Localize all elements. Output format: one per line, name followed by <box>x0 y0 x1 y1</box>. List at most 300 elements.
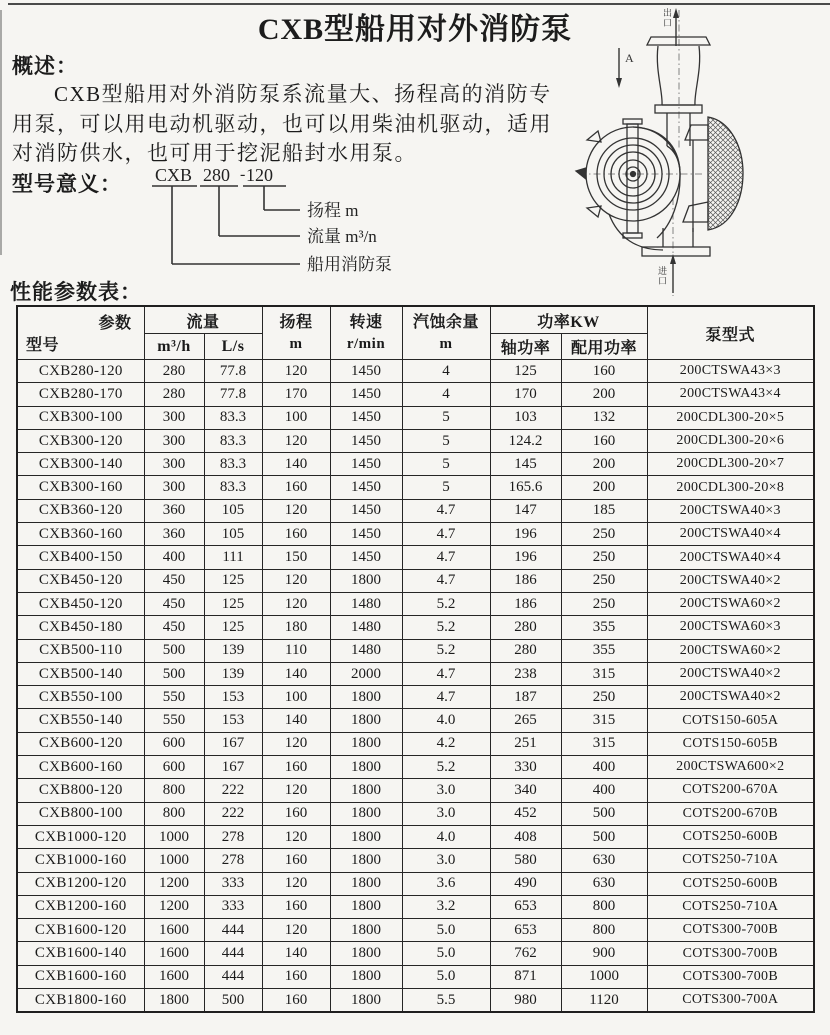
header-corner-model: 型号 <box>26 337 60 354</box>
header-flow-group: 流量 <box>144 306 262 334</box>
table-cell: 452 <box>490 802 561 825</box>
cell-model: CXB800-100 <box>17 802 144 825</box>
table-cell: 200CDL300-20×5 <box>647 406 814 429</box>
table-cell: 238 <box>490 662 561 685</box>
table-cell: 550 <box>144 686 204 709</box>
table-cell: 444 <box>204 942 262 965</box>
table-cell: 100 <box>262 686 330 709</box>
table-cell: 280 <box>144 360 204 383</box>
table-cell: 400 <box>144 546 204 569</box>
table-row <box>17 499 814 522</box>
table-cell: 5.5 <box>402 989 490 1013</box>
table-cell: 105 <box>204 499 262 522</box>
header-speed <box>330 306 402 360</box>
inlet-label: 进口 <box>658 266 668 286</box>
table-cell: 1480 <box>330 592 402 615</box>
cell-model: CXB600-120 <box>17 732 144 755</box>
table-cell: 120 <box>262 360 330 383</box>
table-cell: 200CTSWA40×4 <box>647 546 814 569</box>
table-cell: 800 <box>561 919 647 942</box>
cell-model: CXB1000-160 <box>17 849 144 872</box>
table-cell: 300 <box>144 476 204 499</box>
table-cell: 4.7 <box>402 523 490 546</box>
table-cell: 900 <box>561 942 647 965</box>
table-cell: 200CTSWA40×4 <box>647 523 814 546</box>
table-cell: 800 <box>561 895 647 918</box>
table-cell: 125 <box>204 592 262 615</box>
table-row <box>17 895 814 918</box>
cell-model: CXB450-120 <box>17 592 144 615</box>
table-cell: 1120 <box>561 989 647 1013</box>
motor-dome-hatch <box>708 117 743 230</box>
table-cell: COTS200-670B <box>647 802 814 825</box>
table-cell: 444 <box>204 919 262 942</box>
cell-model: CXB300-120 <box>17 429 144 452</box>
table-cell: 160 <box>262 476 330 499</box>
table-cell: COTS150-605A <box>647 709 814 732</box>
table-cell: 167 <box>204 732 262 755</box>
table-cell: 1800 <box>330 872 402 895</box>
table-cell: 83.3 <box>204 429 262 452</box>
cell-model: CXB550-140 <box>17 709 144 732</box>
table-cell: 140 <box>262 709 330 732</box>
table-row <box>17 383 814 406</box>
table-cell: 200CTSWA60×2 <box>647 639 814 662</box>
table-cell: 450 <box>144 569 204 592</box>
table-cell: 160 <box>262 802 330 825</box>
table-cell: 222 <box>204 779 262 802</box>
table-cell: 1450 <box>330 499 402 522</box>
table-cell: 111 <box>204 546 262 569</box>
table-cell: 450 <box>144 616 204 639</box>
table-cell: 200 <box>561 476 647 499</box>
table-cell: 1600 <box>144 919 204 942</box>
table-cell: 315 <box>561 662 647 685</box>
table-cell: 187 <box>490 686 561 709</box>
table-cell: 170 <box>490 383 561 406</box>
table-cell: 3.2 <box>402 895 490 918</box>
table-cell: 153 <box>204 686 262 709</box>
table-cell: 600 <box>144 756 204 779</box>
table-cell: 160 <box>262 989 330 1013</box>
table-row <box>17 523 814 546</box>
table-cell: 5.2 <box>402 616 490 639</box>
table-cell: 5.2 <box>402 592 490 615</box>
table-cell: 200CDL300-20×6 <box>647 429 814 452</box>
header-npsh-label: 汽蚀余量 <box>413 313 480 331</box>
table-cell: 150 <box>262 546 330 569</box>
table-cell: 160 <box>561 429 647 452</box>
table-cell: 400 <box>561 756 647 779</box>
table-row <box>17 569 814 592</box>
cell-model: CXB280-170 <box>17 383 144 406</box>
table-row <box>17 639 814 662</box>
table-cell: 200CTSWA60×3 <box>647 616 814 639</box>
table-cell: 280 <box>490 616 561 639</box>
table-row <box>17 989 814 1013</box>
table-cell: COTS200-670A <box>647 779 814 802</box>
table-cell: 4 <box>402 360 490 383</box>
cell-model: CXB800-120 <box>17 779 144 802</box>
table-cell: 1800 <box>330 779 402 802</box>
cell-model: CXB360-160 <box>17 523 144 546</box>
table-cell: 120 <box>262 825 330 848</box>
overview-line: CXB型船用对外消防泵系流量大、扬程高的消防专 <box>54 82 552 106</box>
table-cell: 140 <box>262 942 330 965</box>
table-cell: 1450 <box>330 383 402 406</box>
table-cell: 360 <box>144 523 204 546</box>
table-cell: 160 <box>262 849 330 872</box>
table-cell: 1480 <box>330 616 402 639</box>
table-cell: 355 <box>561 616 647 639</box>
header-power-group: 功率KW <box>490 306 647 334</box>
table-cell: COTS250-710A <box>647 849 814 872</box>
table-cell: 1600 <box>144 942 204 965</box>
table-row <box>17 919 814 942</box>
table-cell: 580 <box>490 849 561 872</box>
model-head-value: 120 <box>246 165 273 185</box>
table-cell: 1450 <box>330 360 402 383</box>
table-cell: 355 <box>561 639 647 662</box>
table-cell: 1450 <box>330 523 402 546</box>
table-cell: 160 <box>262 756 330 779</box>
table-cell: 1800 <box>330 989 402 1013</box>
table-cell: 200CTSWA40×3 <box>647 499 814 522</box>
table-cell: 4.7 <box>402 569 490 592</box>
table-cell: 630 <box>561 849 647 872</box>
table-cell: 340 <box>490 779 561 802</box>
table-cell: COTS150-605B <box>647 732 814 755</box>
table-cell: 120 <box>262 732 330 755</box>
table-cell: COTS300-700A <box>647 989 814 1013</box>
model-meaning-heading: 型号意义： <box>12 172 122 196</box>
table-cell: 139 <box>204 662 262 685</box>
pump-drawing <box>573 0 830 302</box>
table-cell: 280 <box>490 639 561 662</box>
table-cell: 145 <box>490 453 561 476</box>
table-cell: 315 <box>561 732 647 755</box>
table-cell: COTS300-700B <box>647 919 814 942</box>
table-cell: 5.2 <box>402 639 490 662</box>
table-cell: 300 <box>144 429 204 452</box>
cell-model: CXB1200-120 <box>17 872 144 895</box>
table-cell: 333 <box>204 895 262 918</box>
table-cell: 250 <box>561 592 647 615</box>
table-row <box>17 779 814 802</box>
table-cell: COTS250-710A <box>647 895 814 918</box>
table-cell: 250 <box>561 523 647 546</box>
cell-model: CXB1000-120 <box>17 825 144 848</box>
model-label-head: 扬程 m <box>307 201 359 220</box>
table-cell: 250 <box>561 546 647 569</box>
table-cell: 2000 <box>330 662 402 685</box>
outlet-label: 出口 <box>663 8 673 28</box>
table-cell: 1000 <box>561 965 647 988</box>
table-cell: 83.3 <box>204 476 262 499</box>
table-cell: 200CDL300-20×8 <box>647 476 814 499</box>
table-cell: 980 <box>490 989 561 1013</box>
table-cell: 1800 <box>144 989 204 1013</box>
table-row <box>17 732 814 755</box>
table-row <box>17 942 814 965</box>
table-cell: 147 <box>490 499 561 522</box>
table-cell: 500 <box>561 825 647 848</box>
table-row <box>17 709 814 732</box>
header-corner-cell <box>17 306 144 360</box>
table-cell: 251 <box>490 732 561 755</box>
table-cell: 1800 <box>330 756 402 779</box>
table-cell: 550 <box>144 709 204 732</box>
model-label-flow: 流量 m³/n <box>307 227 377 246</box>
table-cell: 196 <box>490 546 561 569</box>
table-cell: 630 <box>561 872 647 895</box>
header-power-rated: 配用功率 <box>561 334 647 360</box>
table-cell: 333 <box>204 872 262 895</box>
table-cell: 653 <box>490 895 561 918</box>
cell-model: CXB360-120 <box>17 499 144 522</box>
table-row <box>17 476 814 499</box>
table-cell: 1800 <box>330 686 402 709</box>
table-cell: 1800 <box>330 569 402 592</box>
table-cell: 1800 <box>330 965 402 988</box>
cell-model: CXB600-160 <box>17 756 144 779</box>
table-cell: 4.7 <box>402 686 490 709</box>
table-cell: 140 <box>262 453 330 476</box>
table-cell: 5.0 <box>402 942 490 965</box>
table-cell: 600 <box>144 732 204 755</box>
table-cell: 139 <box>204 639 262 662</box>
table-cell: 200CTSWA40×2 <box>647 662 814 685</box>
table-cell: COTS250-600B <box>647 825 814 848</box>
table-cell: 120 <box>262 429 330 452</box>
table-cell: 444 <box>204 965 262 988</box>
table-cell: 300 <box>144 406 204 429</box>
model-dash: - <box>240 166 246 183</box>
performance-table-heading: 性能参数表： <box>10 280 142 304</box>
table-cell: 3.6 <box>402 872 490 895</box>
table-row <box>17 662 814 685</box>
table-cell: 125 <box>204 616 262 639</box>
cell-model: CXB400-150 <box>17 546 144 569</box>
table-row <box>17 592 814 615</box>
header-head <box>262 306 330 360</box>
table-cell: 1200 <box>144 872 204 895</box>
table-cell: 4.2 <box>402 732 490 755</box>
table-cell: 110 <box>262 639 330 662</box>
table-cell: 330 <box>490 756 561 779</box>
table-cell: 450 <box>144 592 204 615</box>
table-cell: 124.2 <box>490 429 561 452</box>
table-cell: 125 <box>490 360 561 383</box>
table-cell: COTS250-600B <box>647 872 814 895</box>
table-cell: 1800 <box>330 919 402 942</box>
header-speed-label: 转速 <box>349 313 383 331</box>
model-flow-value: 280 <box>203 165 230 185</box>
table-cell: 120 <box>262 499 330 522</box>
table-cell: 278 <box>204 849 262 872</box>
table-cell: 165.6 <box>490 476 561 499</box>
table-cell: 3.0 <box>402 779 490 802</box>
table-cell: 1450 <box>330 406 402 429</box>
table-cell: 186 <box>490 569 561 592</box>
table-cell: 500 <box>144 639 204 662</box>
table-cell: 1450 <box>330 546 402 569</box>
header-power-shaft: 轴功率 <box>490 334 561 360</box>
table-cell: 120 <box>262 569 330 592</box>
cell-model: CXB500-140 <box>17 662 144 685</box>
cell-model: CXB1200-160 <box>17 895 144 918</box>
cell-model: CXB1600-160 <box>17 965 144 988</box>
cell-model: CXB280-120 <box>17 360 144 383</box>
table-row <box>17 756 814 779</box>
table-cell: 140 <box>262 662 330 685</box>
table-cell: 170 <box>262 383 330 406</box>
table-cell: 200CTSWA600×2 <box>647 756 814 779</box>
table-cell: 4.7 <box>402 499 490 522</box>
table-cell: 1450 <box>330 476 402 499</box>
table-cell: 265 <box>490 709 561 732</box>
cell-model: CXB500-110 <box>17 639 144 662</box>
overview-line: 对消防供水，也可用于挖泥船封水用泵。 <box>12 141 417 165</box>
cell-model: CXB450-180 <box>17 616 144 639</box>
table-row <box>17 546 814 569</box>
model-code-diagram <box>140 160 510 290</box>
model-code: CXB <box>155 165 193 185</box>
table-cell: 83.3 <box>204 406 262 429</box>
table-cell: 132 <box>561 406 647 429</box>
section-a-label: A <box>625 51 634 65</box>
table-cell: 186 <box>490 592 561 615</box>
table-cell: 105 <box>204 523 262 546</box>
table-cell: 400 <box>561 779 647 802</box>
table-row <box>17 686 814 709</box>
table-cell: 200CTSWA43×4 <box>647 383 814 406</box>
cell-model: CXB300-140 <box>17 453 144 476</box>
model-label-pump: 船用消防泵 <box>307 255 392 274</box>
header-pump-type: 泵型式 <box>647 306 814 360</box>
table-cell: 1600 <box>144 965 204 988</box>
table-row <box>17 406 814 429</box>
table-cell: 200CTSWA40×2 <box>647 686 814 709</box>
table-row <box>17 429 814 452</box>
table-cell: 153 <box>204 709 262 732</box>
table-row <box>17 849 814 872</box>
table-cell: 200CTSWA43×3 <box>647 360 814 383</box>
overview-line: 用泵，可以用电动机驱动，也可以用柴油机驱动，适用 <box>12 111 552 136</box>
table-cell: 5 <box>402 453 490 476</box>
table-cell: 196 <box>490 523 561 546</box>
table-cell: 653 <box>490 919 561 942</box>
table-cell: 4.7 <box>402 662 490 685</box>
table-cell: 200CTSWA40×2 <box>647 569 814 592</box>
table-cell: 3.0 <box>402 849 490 872</box>
table-cell: 77.8 <box>204 360 262 383</box>
table-cell: 1450 <box>330 429 402 452</box>
table-cell: 4.0 <box>402 709 490 732</box>
table-cell: 5.2 <box>402 756 490 779</box>
table-cell: 1800 <box>330 732 402 755</box>
table-cell: 77.8 <box>204 383 262 406</box>
table-cell: 871 <box>490 965 561 988</box>
page-title: CXB型船用对外消防泵 <box>257 13 573 46</box>
table-cell: 180 <box>262 616 330 639</box>
table-cell: 280 <box>144 383 204 406</box>
table-cell: 490 <box>490 872 561 895</box>
table-cell: 1000 <box>144 849 204 872</box>
table-cell: 1800 <box>330 802 402 825</box>
table-row <box>17 616 814 639</box>
table-cell: 1450 <box>330 453 402 476</box>
table-row <box>17 453 814 476</box>
table-cell: 1800 <box>330 709 402 732</box>
table-cell: 500 <box>144 662 204 685</box>
table-cell: 120 <box>262 872 330 895</box>
performance-table <box>16 305 815 1013</box>
overview-heading: 概述： <box>12 54 78 78</box>
table-cell: 315 <box>561 709 647 732</box>
header-head-unit: m <box>289 335 303 352</box>
header-speed-unit: r/min <box>346 335 386 352</box>
table-cell: 278 <box>204 825 262 848</box>
table-cell: 125 <box>204 569 262 592</box>
table-cell: 408 <box>490 825 561 848</box>
table-cell: 250 <box>561 569 647 592</box>
table-cell: 200CTSWA60×2 <box>647 592 814 615</box>
table-cell: COTS300-700B <box>647 965 814 988</box>
table-cell: 500 <box>204 989 262 1013</box>
overview-paragraph <box>12 80 587 169</box>
table-cell: 160 <box>262 895 330 918</box>
header-npsh <box>402 306 490 360</box>
table-cell: 160 <box>262 523 330 546</box>
table-cell: 1800 <box>330 942 402 965</box>
table-cell: 200CDL300-20×7 <box>647 453 814 476</box>
table-cell: 200 <box>561 453 647 476</box>
table-cell: 160 <box>262 965 330 988</box>
header-flow-m3h: m³/h <box>144 334 204 360</box>
table-cell: 167 <box>204 756 262 779</box>
cell-model: CXB1600-140 <box>17 942 144 965</box>
table-cell: 1480 <box>330 639 402 662</box>
cell-model: CXB550-100 <box>17 686 144 709</box>
table-cell: 300 <box>144 453 204 476</box>
table-cell: 800 <box>144 802 204 825</box>
table-cell: 4.7 <box>402 546 490 569</box>
table-cell: 5.0 <box>402 919 490 942</box>
cell-model: CXB300-160 <box>17 476 144 499</box>
header-flow-ls: L/s <box>204 334 262 360</box>
table-cell: 5.0 <box>402 965 490 988</box>
table-cell: 200 <box>561 383 647 406</box>
cell-model: CXB300-100 <box>17 406 144 429</box>
table-cell: 83.3 <box>204 453 262 476</box>
table-row <box>17 360 814 383</box>
header-head-label: 扬程 <box>279 313 313 331</box>
table-cell: 185 <box>561 499 647 522</box>
table-cell: 1000 <box>144 825 204 848</box>
table-cell: 5 <box>402 406 490 429</box>
cell-model: CXB1800-160 <box>17 989 144 1013</box>
table-cell: 360 <box>144 499 204 522</box>
table-cell: 100 <box>262 406 330 429</box>
table-row <box>17 872 814 895</box>
table-cell: 120 <box>262 592 330 615</box>
table-cell: 1800 <box>330 825 402 848</box>
table-cell: 120 <box>262 779 330 802</box>
table-cell: 5 <box>402 429 490 452</box>
table-cell: 1200 <box>144 895 204 918</box>
table-cell: 4.0 <box>402 825 490 848</box>
